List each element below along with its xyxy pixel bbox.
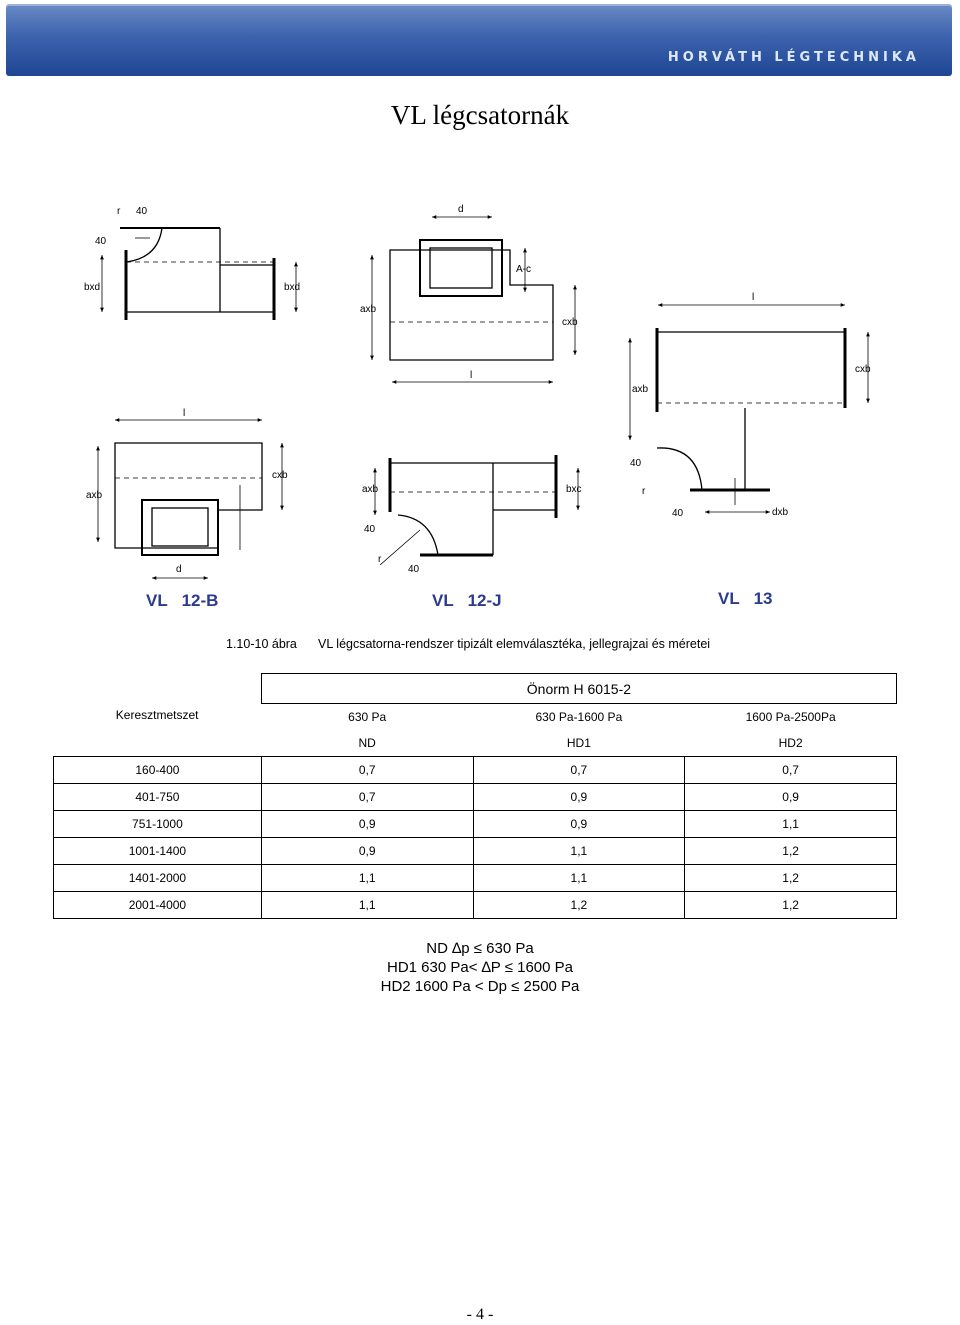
legend-line-hd1: HD1 630 Pa< ∆P ≤ 1600 Pa: [386, 959, 573, 976]
value-cell: 0,7: [685, 757, 897, 784]
model-label-vl-13: VL 13: [718, 589, 773, 608]
dim-label: 40: [364, 524, 376, 535]
pressure-header: 1600 Pa-2500Pa: [745, 710, 836, 724]
pressure-class-legend: [0, 939, 960, 996]
dim-label: bxc: [566, 484, 582, 495]
table-row: [54, 757, 897, 784]
class-header: HD2: [778, 736, 803, 750]
dim-label: 40: [630, 458, 642, 469]
drawing-pipe-top-middle: [372, 217, 575, 382]
value-cell: 1,1: [261, 865, 473, 892]
legend-line-hd2: HD2 1600 Pa < Dp ≤ 2500 Pa: [380, 978, 580, 995]
dim-label: bxd: [284, 282, 301, 293]
value-cell: 0,9: [685, 784, 897, 811]
value-cell: 0,9: [473, 811, 685, 838]
dim-label: r: [642, 486, 646, 497]
dim-label: d: [176, 564, 182, 575]
dim-label: axb: [632, 384, 649, 395]
dim-label: 40: [95, 236, 107, 247]
value-cell: 0,9: [261, 838, 473, 865]
caption-number: 1.10-10 ábra: [226, 637, 297, 651]
dim-label: dxb: [772, 507, 789, 518]
value-cell: 1,2: [685, 838, 897, 865]
brand-logo-text: HORVÁTH LÉGTECHNIKA: [667, 50, 920, 65]
cross-section-header: Keresztmetszet: [115, 707, 199, 722]
class-header: ND: [358, 736, 376, 750]
value-cell: 1,1: [685, 811, 897, 838]
value-cell: 1,2: [685, 865, 897, 892]
header-banner: [6, 4, 952, 76]
leakage-class-table: [53, 673, 897, 919]
drawing-tee-right: [630, 305, 868, 512]
dim-label: axb: [360, 304, 377, 315]
value-cell: 0,7: [473, 757, 685, 784]
technical-drawings: [0, 190, 960, 620]
section-cell: 401-750: [54, 784, 262, 811]
model-label-vl-12-b: VL 12-B: [146, 591, 219, 610]
dim-label: bxd: [84, 282, 101, 293]
legend-line-nd: ND ∆p ≤ 630 Pa: [426, 940, 534, 957]
dim-label: l: [470, 370, 473, 381]
value-cell: 0,9: [261, 811, 473, 838]
model-label-vl-12-j: VL 12-J: [432, 591, 502, 610]
caption-text: VL légcsatorna-rendszer tipizált elemválasztéka, jellegrajzai és méretei: [318, 637, 711, 651]
value-cell: 1,1: [473, 838, 685, 865]
drawing-tee-bottom-middle: [375, 455, 578, 565]
drawing-tee-top-left: [102, 228, 296, 320]
dim-label: cxb: [272, 470, 288, 481]
pressure-header: 630 Pa: [348, 710, 387, 724]
dim-label: 40: [408, 564, 420, 575]
value-cell: 0,7: [261, 757, 473, 784]
pressure-header: 630 Pa-1600 Pa: [535, 710, 623, 724]
dim-label: l: [183, 408, 186, 419]
norm-header: Önorm H 6015-2: [261, 674, 896, 704]
value-cell: 0,7: [261, 784, 473, 811]
dim-label: cxb: [855, 364, 871, 375]
dim-label: 40: [672, 508, 684, 519]
dim-label: r: [117, 206, 121, 217]
value-cell: 1,2: [685, 892, 897, 919]
value-cell: 1,2: [473, 892, 685, 919]
page-title: VL légcsatornák: [390, 100, 570, 130]
value-cell: 1,1: [473, 865, 685, 892]
class-header: HD1: [566, 736, 591, 750]
dim-label: axb: [86, 490, 103, 501]
section-cell: 160-400: [54, 757, 262, 784]
table-row: [54, 811, 897, 838]
section-cell: 751-1000: [54, 811, 262, 838]
section-cell: 1401-2000: [54, 865, 262, 892]
drawing-pipe-bottom-left: [98, 420, 282, 578]
dim-label: 40: [136, 206, 148, 217]
dim-label: r: [378, 554, 382, 565]
dim-label: l: [752, 292, 755, 303]
table-row: [54, 892, 897, 919]
value-cell: 1,1: [261, 892, 473, 919]
dim-label: cxb: [562, 317, 578, 328]
value-cell: 0,9: [473, 784, 685, 811]
section-cell: 1001-1400: [54, 838, 262, 865]
section-cell: 2001-4000: [54, 892, 262, 919]
dim-label: axb: [362, 484, 379, 495]
table-row: [54, 784, 897, 811]
dim-label: d: [458, 204, 464, 215]
figure-caption: [226, 637, 710, 651]
table-row: [54, 865, 897, 892]
dim-label: A-c: [516, 264, 531, 275]
page-number: - 4 -: [466, 1306, 494, 1323]
table-row: [54, 838, 897, 865]
